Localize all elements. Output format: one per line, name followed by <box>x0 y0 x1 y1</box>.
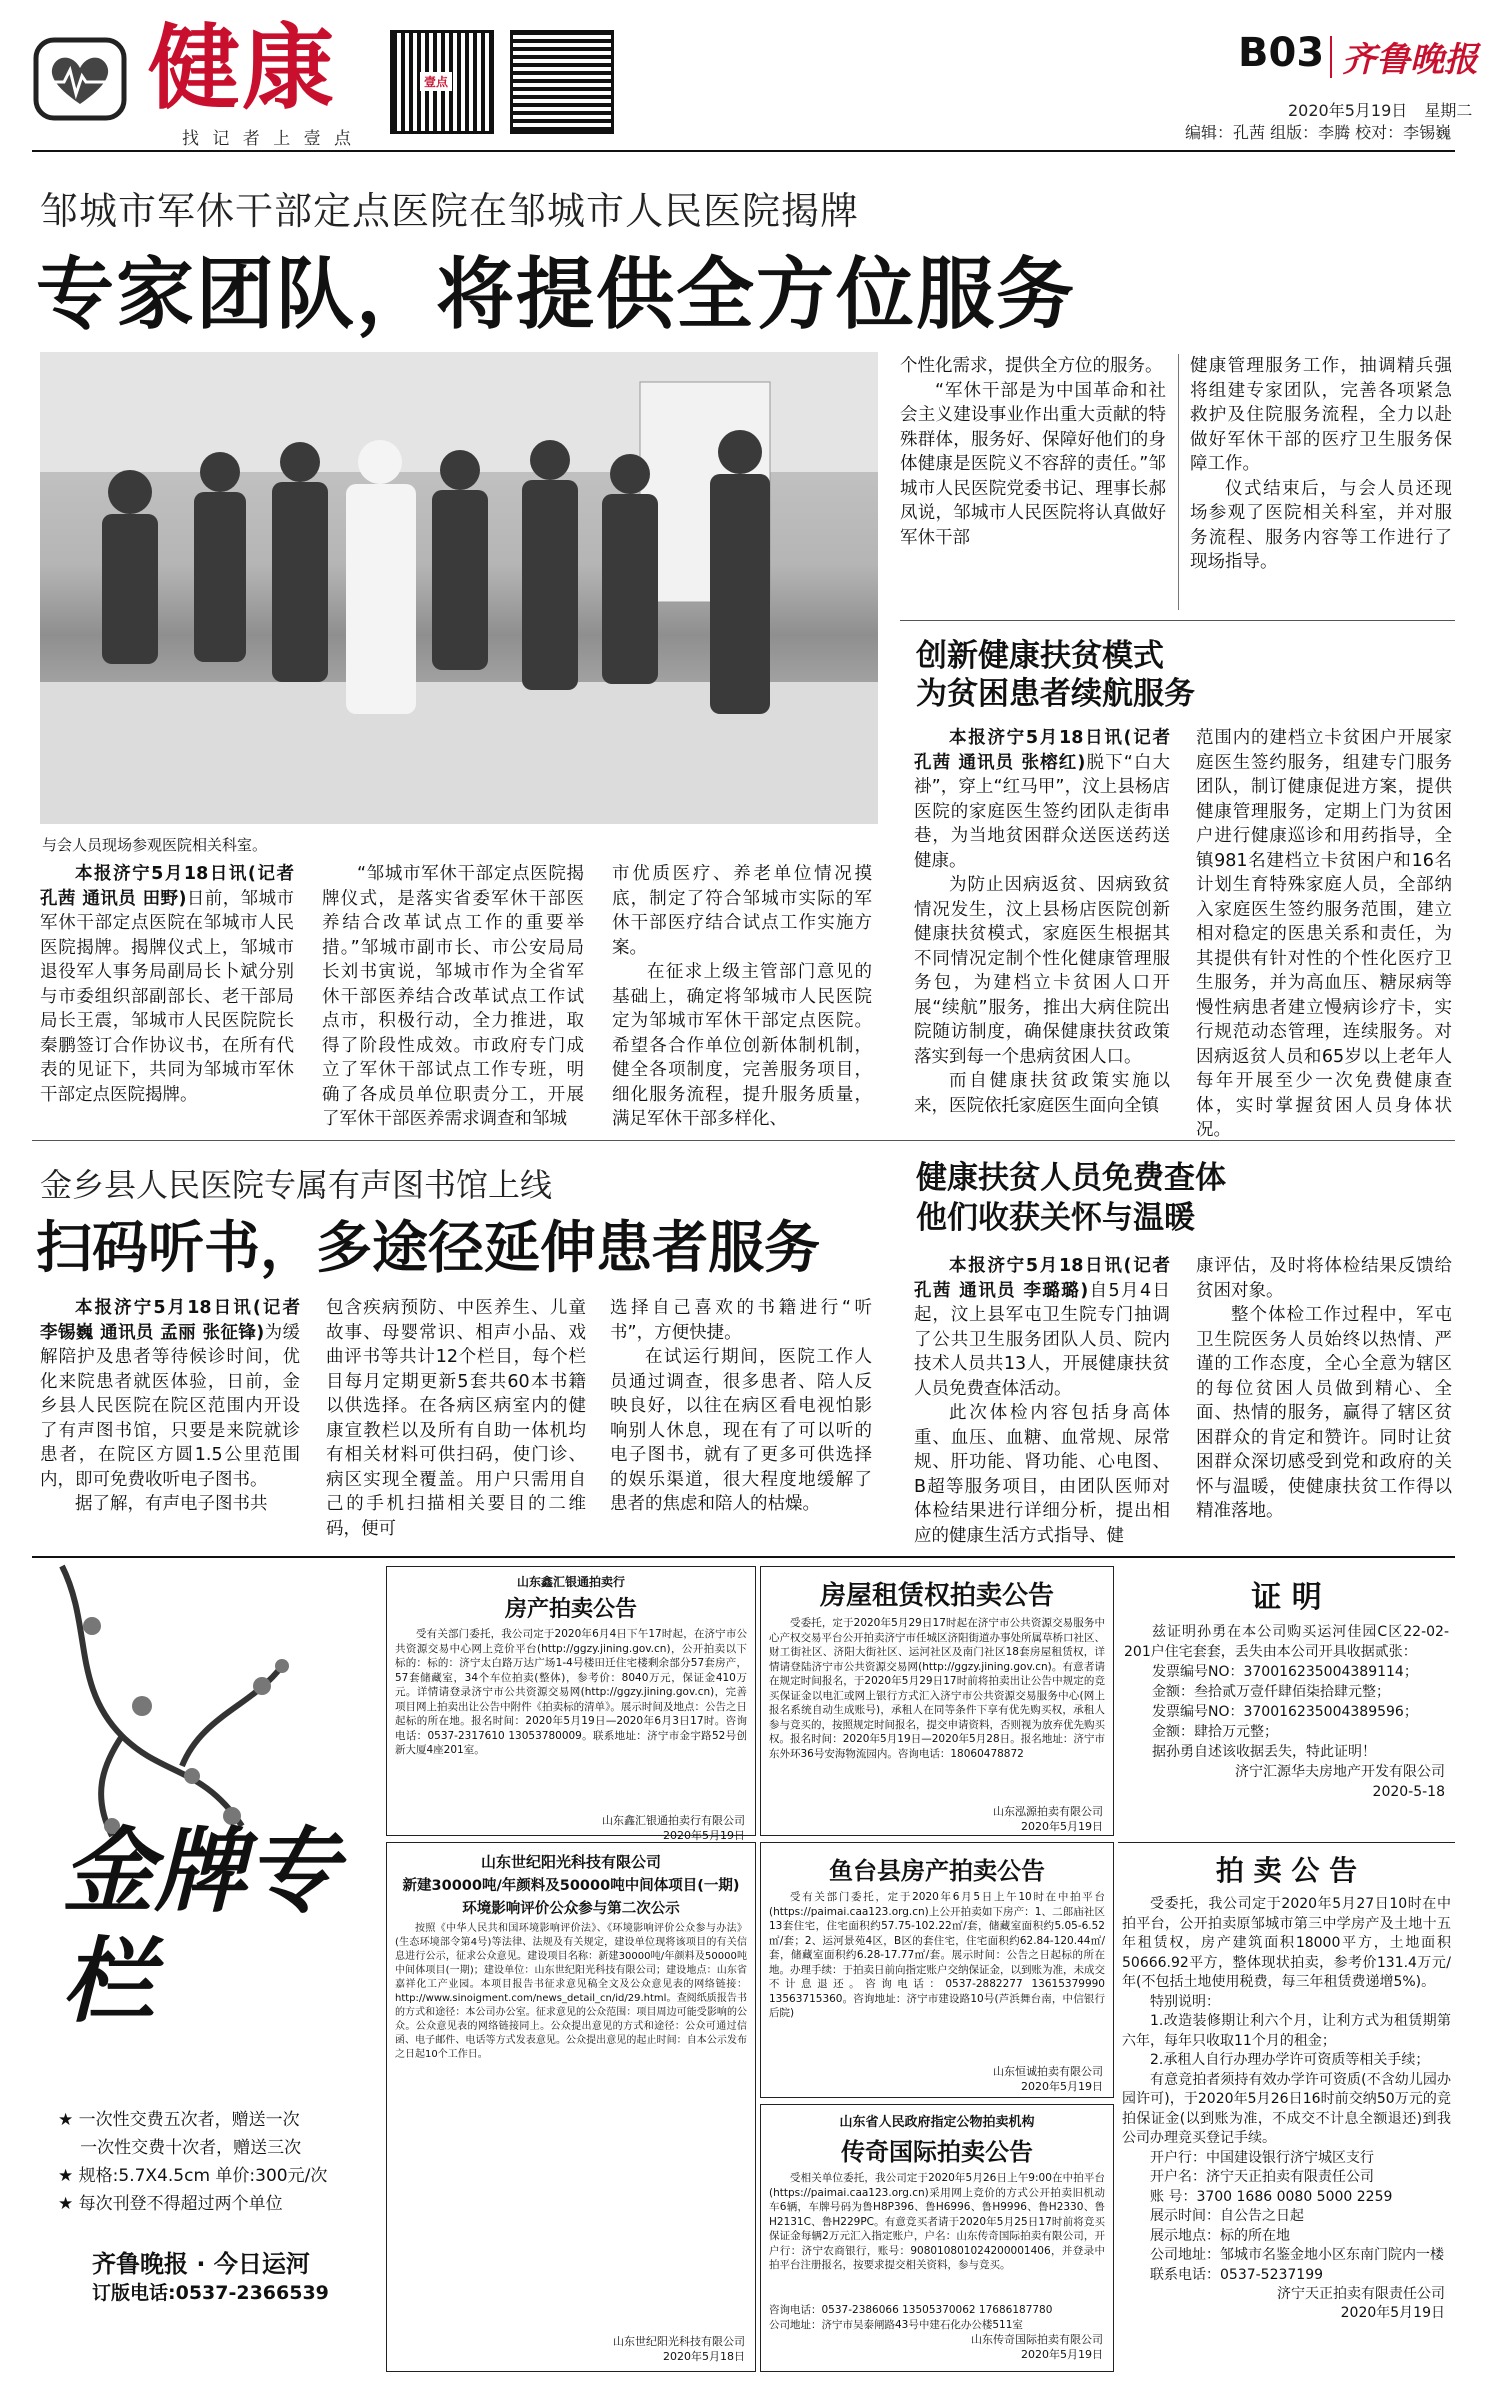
promo-item: ★ 一次性交费五次者，赠送一次 <box>58 2110 300 2130</box>
ad-title: 鱼台县房产拍卖公告 <box>829 1857 1045 1885</box>
article1-text-1: 日前，邹城市军休干部定点医院在邹城市人民医院揭牌。揭牌仪式上，邹城市退役军人事务局副局长卜斌分别与市委组织部副部长、老干部局局长王震，邹城市人民医院院长秦鹏签订合作协议书，在所有代表的见证下，共同为邹城市军休干部定点医院揭牌。 <box>40 888 295 1105</box>
ad-body: 按照《中华人民共和国环境影响评价法》、《环境影响评价公众参与办法》(生态环境部令第4号)等法律、法规及有关规定，建设单位现将该项目的有关信息进行公示，征求公众意见。建设项目名称：新建30000吨/年颜料及50000吨中间体项目(一期)；建设单位：山东世纪阳光科技有限公司；建设地点：山东省嘉祥化工产业园。本项目报告书征求意见稿全文及公众意见表的网络链接：http://www.sinoigment.com/news_detail_cn/id/29.html。查阅纸质报告书的方式和途径：本公司办公室。征求意见的公众范围：项目周边可能受影响的公众。公众意见表的网络链接同上。公众提出意见的方式和途径：公众可通过信函、电子邮件、电话等方式发表意见。公众提出意见的起止时间：自本公示发布之日起10个工作日。 <box>395 1923 747 2060</box>
article4-text-1b: 据了解，有声电子图书共 <box>75 1494 268 1514</box>
article3-text-2b: 整个体检工作过程中，军屯卫生院医务人员始终以热情、严谨的工作态度，全心全意为辖区的每位贫困人员做到精心、全面、热情的服务，赢得了辖区贫困群众的肯定和赞许。同时让贫困群众深切感受到党和政府的关怀与温暖，使健康扶贫工作得以精准落地。 <box>1196 1305 1452 1521</box>
article1-dateline: 本报济宁5月18日讯(记者 孔茜 通讯员 田野) <box>40 864 294 909</box>
ad-company: 山东世纪阳光科技有限公司 <box>480 1853 661 1871</box>
article2-text-2a: 范围内的建档立卡贫困户开展家庭医生签约服务，组建专门服务团队，制订健康促进方案，提供健康管理服务，定期上门为贫困户进行健康巡诊和用药指导，全镇981名建档立卡贫困户和16名计划生育特殊家庭人员，全部纳入家庭医生签约服务范围，建立相对稳定的医患关系和责任，为其提供有针对性的个性化医疗卫生服务，并为高血压、糖尿病等慢性病患者建立慢病诊疗卡，实行规范动态管理，连续服务。对因病返贫人员和65岁以上老年人每年开展至少一次免费健康查体，实时掌握贫困人员身体状况。 <box>1196 728 1452 1140</box>
photo-caption: 与会人员现场参观医院相关科室。 <box>42 836 268 854</box>
article1-text-4b: “军休干部是为中国革命和社会主义建设事业作出重大贡献的特殊群体，服务好、保障好他们的身体健康是医院义不容辞的责任。”邹城市人民医院党委书记、理事长郝凤说，邹城市人民医院将认真做好军休干部 <box>900 380 1166 548</box>
article4-text-3b: 在试运行期间，医院工作人员通过调查，很多患者、陪人反映良好，以往在病区看电视怕影响别人休息，现在有了可以听的电子图书，就有了更多可供选择的娱乐渠道，很大程度地缓解了患者的焦虑和陪人的枯燥。 <box>610 1347 872 1514</box>
ad-body: 受委托，我公司定于2020年5月27日10时在中拍平台，公开拍卖原邹城市第三中学房产及土地十五年租赁权，房产建筑面积18000平方，土地面积50666.92平方，整体现状拍卖，参考价131.4万元/年(不包括土地使用税费，每三年租赁费递增5%)。 特别说明： 1.改造装修期让利六个月，让利方式为租赁期第六年，每年只收取11个月的租金； 2.承租人自行办理办学许可资质等相关手续； 有意竞拍者须持有效办学许可资质(不含幼儿园办园许可)，于2020年5月26日16时前交纳50万元的竞拍保证金(以到账为准，不成交不计息全额退还)到我公司办理竞买登记手续。 开户行：中国建设银行济宁城区支行 开户名：济宁天正拍卖有限责任公司 账 号：3700 1686 0080 5000 2259 展示时间：自公告之日起 展示地点：标的所在地 公司地址：邹城市名鉴金地小区东南门院内一楼 联系电话：0537-5237199 <box>1122 1896 1451 2283</box>
ad-date: 2020年5月19日 <box>1021 2080 1103 2093</box>
qr-label: 壹点 <box>420 72 452 91</box>
qr-code-icon <box>510 30 614 134</box>
ads-top-rule <box>32 1556 1455 1558</box>
promo-title: 金牌专栏 <box>62 1817 339 2035</box>
divider <box>1330 36 1332 78</box>
section-divider <box>900 1140 1455 1141</box>
ad-contact: 咨询电话：0537-2386066 13505370062 17686187780 <box>769 2304 1053 2316</box>
article4-kicker: 金乡县人民医院专属有声图书馆上线 <box>40 1166 553 1204</box>
ad-body: 兹证明孙勇在本公司购买运河佳园C区22-02-201户住宅套套，丢失由本公司开具收据贰张： 发票编号NO：3700162350043891​14； 金额：叁拾贰万壹仟肆佰柒拾肆元整； 发票编号NO：3700162350043895​96； 金额：肆拾万元整； 据孙勇自述该收据丢失，特此证明！ <box>1124 1624 1449 1760</box>
ad-legend-auction <box>760 2104 1114 2372</box>
article1-text-3b: 在征求上级主管部门意见的基础上，确定将邹城市人民医院定为邹城市军休干部定点医院。希望各合作单位创新体制机制，健全各项制度，完善服务项目，细化服务流程，提升服务质量，满足军休干部多样化、 <box>612 962 872 1129</box>
promo-item: ★ 每次刊登不得超过两个单位 <box>58 2194 283 2214</box>
ad-date: 2020年5月19日 <box>1021 1820 1103 1833</box>
article1-text-3a: 市优质医疗、养老单位情况摸底，制定了符合邹城市实际的军休干部医疗结合试点工作实施方案。 <box>612 864 872 958</box>
ad-title: 证 明 <box>1251 1580 1322 1615</box>
ad-date: 2020年5月19日 <box>1340 2305 1445 2321</box>
article4-headline: 扫码听书，多途径延伸患者服务 <box>36 1216 820 1281</box>
article3-col1 <box>914 1254 1170 1546</box>
article1-text-5b: 仪式结束后，与会人员还现场参观了医院相关科室，并对服务流程、服务内容等工作进行了现场指导。 <box>1190 478 1452 572</box>
promo-list <box>58 2106 376 2218</box>
article3-dateline: 本报济宁5月18日讯(记者 孔茜 通讯员 李璐璐) <box>914 1256 1170 1301</box>
promo-ad <box>32 1566 376 2372</box>
ad-body: 受相关单位委托，我公司定于2020年5月26日上午9:00在中拍平台(https://paimai.caa123.org.cn)采用网上竞价的方式公开拍卖旧机动车6辆，车牌号码为鲁H8P396、鲁H6996、鲁H9996、鲁H2330、鲁H2131C、鲁H229PC。有意竞买者请于2020年5月25日17时前将竞买保证金每辆2万元汇入指定账户，户名：山东传奇国际拍卖有限公司，开户行：济宁农商银行，账号：908010801024200001406，并登录中拍平台注册报名，按要求提交相关资料，参与竞买。 <box>769 2172 1105 2271</box>
article4-text-2: 包含疾病预防、中医养生、儿童故事、母婴常识、相声小品、戏曲评书等共计12个栏目，每个栏目每月定期更新5套共60本书籍以供选择。在各病区病室内的健康宣教栏以及所有自助一体机均有相关材料可供扫码，使门诊、病区实现全覆盖。用户只需用自己的手机扫描相关要目的二维码，便可 <box>326 1298 586 1539</box>
ad-title: 拍 卖 公 告 <box>1215 1854 1358 1887</box>
group-photo-illustration <box>40 352 878 824</box>
ad-house-auction <box>386 1566 756 1842</box>
issue-date <box>1288 98 1472 121</box>
ad-auction-notice <box>1118 1842 1455 2372</box>
ad-body: 受有关部门委托，我公司定于2020年6月4日下午17时起，在济宁市公共资源交易中心网上竞价平台(http://ggzy.jining.gov.cn)，公开拍卖以下标的：标的：济宁太白路万达广场1-4号楼田迁住宅楼剩余部分57套房产，57套储藏室，34个车位拍卖(整体)，参考价：8040万元，保证金410万元。详情请登录济宁市公共资源交易网(http://ggzy.jining.gov.cn)，完善项目网上拍卖出让公告中附件《拍卖标的清单》。展示时间及地点：公告之日起标的所在地。报名时间：2020年5月19日—2020年6月3日17时。咨询电话：0537-2317610 13053780009。联系地址：济宁市金宇路52号创新大厦4座201室。 <box>395 1628 747 1756</box>
promo-phone: 订版电话:0537-2366539 <box>92 2282 329 2304</box>
article3-col2 <box>1196 1254 1452 1546</box>
ad-sign: 山东鑫汇银通拍卖行有限公司 <box>602 1814 745 1827</box>
promo-item: ★ 规格:5.7X4.5cm 单价:300元/次 <box>58 2166 328 2186</box>
ad-date: 2020年5月18日 <box>663 2350 745 2363</box>
article1-kicker: 邹城市军休干部定点医院在邹城市人民医院揭牌 <box>40 189 860 233</box>
ad-env-notice <box>386 1842 756 2372</box>
article4-col1 <box>40 1296 300 1546</box>
section-divider <box>32 1140 900 1141</box>
article3-text-1b: 此次体检内容包括身高体重、血压、血糖、血常规、尿常规、肝功能、肾功能、心电图、B超等服务项目，由团队医师对体检结果进行详细分析，提出相应的健康生活方式指导、健 <box>914 1403 1170 1546</box>
article1-col3 <box>612 862 872 1129</box>
article4-text-1a: 为缓解陪护及患者等待候诊时间，优化来院患者就医体验，日前，金乡县人民医院在院区范围内开设了有声图书馆，只要是来院就诊患者，在院区方圆1.5公里范围内，即可免费收听电子图书。 <box>40 1322 300 1490</box>
ad-date: 2020年5月19日 <box>1021 2348 1103 2361</box>
article3-headline-1: 健康扶贫人员免费查体 <box>916 1160 1226 1196</box>
promo-item: 一次性交费十次者，赠送三次 <box>80 2138 302 2158</box>
ad-sign: 济宁汇源华夫房地产开发有限公司 <box>1235 1764 1445 1780</box>
ad-subtitle: 环境影响评价公众参与第二次公示 <box>462 1901 680 1917</box>
ad-rental-auction <box>760 1566 1114 1836</box>
article1-text-5a: 健康管理服务工作，抽调精兵强将组建专家团队，完善各项紧急救护及住院服务流程，全力以赴做好军休干部的医疗卫生服务保障工作。 <box>1190 356 1452 474</box>
promo-brand: 齐鲁晚报 · 今日运河 <box>92 2250 310 2278</box>
ad-sign: 山东恒诚拍卖有限公司 <box>993 2065 1103 2078</box>
article2-dateline: 本报济宁5月18日讯(记者 孔茜 通讯员 张榕红) <box>914 728 1170 773</box>
ad-body: 受委托，定于2020年5月29日17时起在济宁市公共资源交易服务中心产权交易平台公开拍卖济宁市任城区济阳街道办事处所属草桥口社区、财工街社区、济阳大街社区、运河社区及南门社区18套房屋租赁权，详情请登陆济宁市公共资源交易网(http://ggzy.jining.gov.cn)。有意者请在规定时间报名，于2020年5月29日17时前将拍卖出让公告中规定的竞买保证金以电汇或网上银行方式汇入济宁市公共资源交易服务中心(网上报名系统自动生成账号)，承租人在同等条件下享有优先购买权，承租人参与竞买的，按照规定时间报名，提交申请资料，否则视为放弃优先购买权。报名时间：2020年5月19日—2020年5月28日。报名地址：济宁市东外环36号安海物流园内。咨询电话：18060478872 <box>769 1617 1105 1760</box>
article2-headline-1: 创新健康扶贫模式 <box>916 638 1164 674</box>
article2-headline-2: 为贫困患者续航服务 <box>916 676 1195 712</box>
weekday-text: 星期二 <box>1424 101 1473 120</box>
column-divider <box>1178 354 1179 610</box>
section-divider <box>900 620 1455 621</box>
ad-yutai-auction <box>760 1842 1114 2098</box>
ad-title: 房屋租赁权拍卖公告 <box>819 1581 1054 1611</box>
article4-dateline: 本报济宁5月18日讯(记者 李锡巍 通讯员 孟丽 张征锋) <box>40 1298 300 1343</box>
article3-text-2a: 康评估，及时将体检结果反馈给贫困对象。 <box>1196 1256 1452 1301</box>
article1-text-4a: 个性化需求，提供全方位的服务。 <box>900 356 1163 376</box>
ad-title: 传奇国际拍卖公告 <box>841 2138 1033 2166</box>
ad-org: 山东鑫汇银通拍卖行 <box>516 1575 625 1589</box>
section-slogan: 找 记 者 上 壹 点 <box>182 129 356 149</box>
ad-certificate <box>1118 1566 1455 1836</box>
article1-photo <box>40 352 878 824</box>
paper-name: 齐鲁晚报 <box>1342 40 1478 80</box>
article1-text-2: “邹城市军休干部定点医院揭牌仪式，是落实省委军休干部医养结合改革试点工作的重要举措。”邹城市副市长、市公安局局长刘书寅说，邹城市作为全省军休干部医养结合改革试点工作试点市，积极行动，全力推进，取得了阶段性成效。市政府专门成立了军休干部试点工作专班，明确了各成员单位职责分工，开展了军休干部医养需求调查和邹城 <box>322 864 584 1129</box>
article1-col1 <box>40 862 294 1124</box>
article3-text-1a: 自5月4日起，汶上县军屯卫生院专门抽调了公共卫生服务团队人员、院内技术人员共13人，开展健康扶贫人员免费查体活动。 <box>914 1280 1170 1399</box>
ad-date: 2020-5-18 <box>1372 1784 1445 1800</box>
article3-headline-2: 他们收获关怀与温暖 <box>916 1200 1195 1236</box>
article1-col2 <box>322 862 584 1129</box>
article1-headline: 专家团队，将提供全方位服务 <box>36 250 1077 340</box>
page-credits: 编辑：孔茜 组版：李腾 校对：李锡巍 <box>1185 123 1452 142</box>
ad-title: 房产拍卖公告 <box>504 1597 637 1622</box>
article1-col4 <box>900 354 1166 614</box>
masthead-rule <box>32 150 1455 152</box>
article2-text-1c: 而自健康扶贫政策实施以来，医院依托家庭医生面向全镇 <box>914 1071 1170 1116</box>
article2-text-1a: 脱下“白大褂”，穿上“红马甲”，汶上县杨店医院的家庭医生签约团队走街串巷，为当地贫困群众送医送药送健康。 <box>914 752 1170 871</box>
page-number: B03 <box>1238 30 1325 76</box>
date-text: 2020年5月19日 <box>1288 101 1408 120</box>
ad-org: 山东省人民政府指定公物拍卖机构 <box>839 2115 1035 2130</box>
article1-col5 <box>1190 354 1452 614</box>
article4-text-3a: 选择自己喜欢的书籍进行“听书”，方便快捷。 <box>610 1298 872 1343</box>
ad-sign: 山东泓源拍卖有限公司 <box>993 1805 1103 1818</box>
article2-col1 <box>914 726 1170 1126</box>
ad-body: 受有关部门委托，定于2020年6月5日上午10时在中拍平台(https://paimai.caa123.org.cn)上公开拍卖如下房产：1、二郎庙社区13套住宅，住宅面积约57.75-102.22㎡/套，储藏室面积约5.05-6.52㎡/套；2、运河景苑4区，B区的套住宅，住宅面积约62.84-120.44㎡/套，储藏室面积约6.28-17.77㎡/套。展示时间：公告之日起标的所在地。办理手续：于拍卖日前向指定账户交纳保证金，以到账为准，未成交不计息退还。咨询电话：0537-2882277 13615379990 13563715360。咨询地址：济宁市建设路10号(芦浜舞台南，中信银行后院) <box>769 1891 1105 2019</box>
ad-sign: 山东传奇国际拍卖有限公司 <box>971 2333 1103 2346</box>
heart-pulse-icon <box>34 38 126 120</box>
section-title: 健康 <box>148 14 337 122</box>
ad-title: 新建30000吨/年颜料及50000吨中间体项目(一期) <box>402 1878 740 1894</box>
ad-address: 公司地址：济宁市吴泰闸路43号中建石化办公楼511室 <box>769 2318 1023 2331</box>
article4-col2 <box>326 1296 586 1546</box>
article2-text-1b: 为防止因病返贫、因病致贫情况发生，汶上县杨店医院创新健康扶贫模式，家庭医生根据其不同情况定制个性化健康管理服务包，为建档立卡贫困人口开展“续航”服务，推出大病住院出院随访制度，确保健康扶贫政策落实到每一个患病贫困人口。 <box>914 875 1170 1067</box>
article2-col2 <box>1196 726 1452 1140</box>
ad-sign: 山东世纪阳光科技有限公司 <box>613 2335 745 2348</box>
ad-sign: 济宁天正拍卖有限责任公司 <box>1277 2286 1445 2302</box>
ad-date: 2020年5月19日 <box>663 1829 745 1842</box>
masthead <box>0 0 1487 150</box>
article4-col3 <box>610 1296 872 1546</box>
